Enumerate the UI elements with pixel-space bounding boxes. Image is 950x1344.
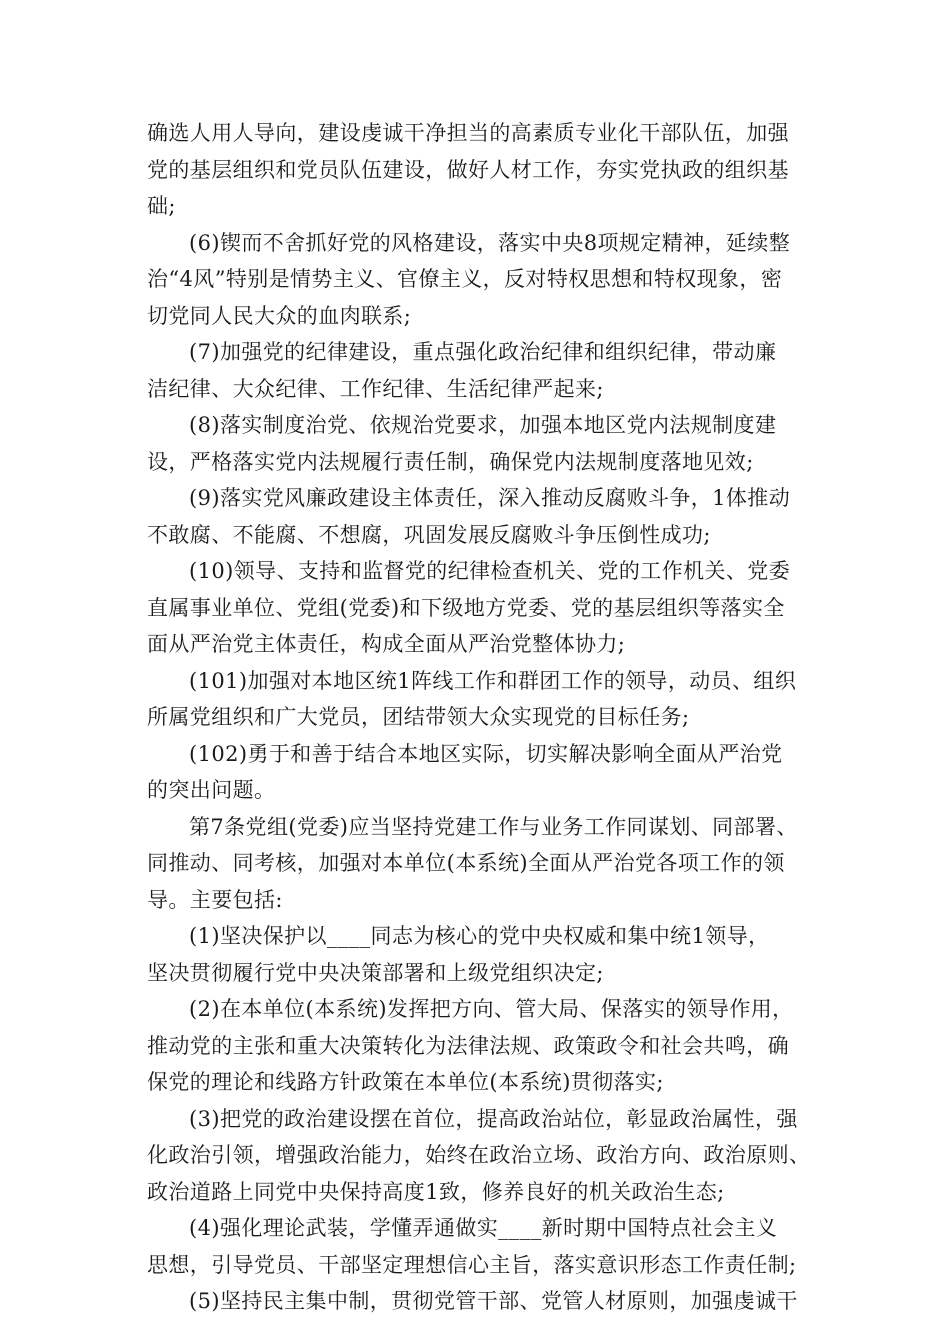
text-line: 不敢腐、不能腐、不想腐，巩固发展反腐败斗争压倒性成功;	[147, 522, 711, 547]
text-line: 导。主要包括:	[147, 887, 283, 912]
text-line: (102)勇于和善于结合本地区实际，切实解决影响全面从严治党	[189, 741, 783, 766]
text-line: 思想，引导党员、干部坚定理想信心主旨，落实意识形态工作责任制;	[147, 1252, 797, 1277]
text-line: 切党同人民大众的血肉联系;	[147, 303, 412, 328]
text-line: 所属党组织和广大党员，团结带领大众实现党的目标任务;	[147, 705, 690, 729]
text-line: (3)把党的政治建设摆在首位，提高政治站位，彰显政治属性，强	[189, 1106, 798, 1131]
text-line: 直属事业单位、党组(党委)和下级地方党委、党的基层组织等落实全	[147, 595, 785, 620]
text-line: (6)锲而不舍抓好党的风格建设，落实中央8项规定精神，延续整	[189, 230, 791, 255]
document-body	[147, 115, 811, 1320]
text-line: 坚决贯彻履行党中央决策部署和上级党组织决定;	[147, 960, 604, 985]
text-line: (8)落实制度治党、依规治党要求，加强本地区党内法规制度建	[189, 413, 777, 437]
text-line: 面从严治党主体责任，构成全面从严治党整体协力;	[147, 632, 626, 656]
text-line: 洁纪律、大众纪律、工作纪律、生活纪律严起来;	[147, 376, 604, 401]
text-line: 础;	[147, 194, 176, 218]
text-line: 化政治引领，增强政治能力，始终在政治立场、政治方向、政治原则、	[147, 1143, 811, 1167]
text-line: 确选人用人导向，建设虔诚干净担当的高素质专业化干部队伍，加强	[147, 121, 789, 145]
text-line: 保党的理论和线路方针政策在本单位(本系统)贯彻落实;	[147, 1070, 664, 1094]
text-line: 推动党的主张和重大决策转化为法律法规、政策政令和社会共鸣，确	[147, 1033, 789, 1058]
text-line: (1)坚决保护以____同志为核心的党中央权威和集中统1领导，	[189, 924, 770, 948]
text-line: (7)加强党的纪律建设，重点强化政治纪律和组织纪律，带动廉	[189, 340, 777, 364]
text-line: 的突出问题。	[147, 778, 276, 802]
text-line: 同推动、同考核，加强对本单位(本系统)全面从严治党各项工作的领	[147, 851, 785, 875]
text-line: 党的基层组织和党员队伍建设，做好人材工作，夯实党执政的组织基	[147, 157, 789, 182]
text-line: 第7条党组(党委)应当坚持党建工作与业务工作同谋划、同部署、	[189, 814, 798, 839]
text-line: (4)强化理论武装，学懂弄通做实____新时期中国特点社会主义	[189, 1216, 778, 1240]
text-line: (101)加强对本地区统1阵线工作和群团工作的领导，动员、组织	[189, 668, 797, 693]
text-line: 政治道路上同党中央保持高度1致，修养良好的机关政治生态;	[147, 1179, 725, 1204]
text-line: (5)坚持民主集中制，贯彻党管干部、党管人材原则，加强虔诚干	[189, 1289, 798, 1313]
text-line: (10)领导、支持和监督党的纪律检查机关、党的工作机关、党委	[189, 559, 791, 583]
text-line: 治“4风”特别是情势主义、官僚主义，反对特权思想和特权现象，密	[147, 267, 783, 291]
text-line: 设，严格落实党内法规履行责任制，确保党内法规制度落地见效;	[147, 449, 754, 474]
text-line: (9)落实党风廉政建设主体责任，深入推动反腐败斗争，1体推动	[189, 486, 791, 510]
text-line: (2)在本单位(本系统)发挥把方向、管大局、保落实的领导作用，	[189, 997, 794, 1021]
